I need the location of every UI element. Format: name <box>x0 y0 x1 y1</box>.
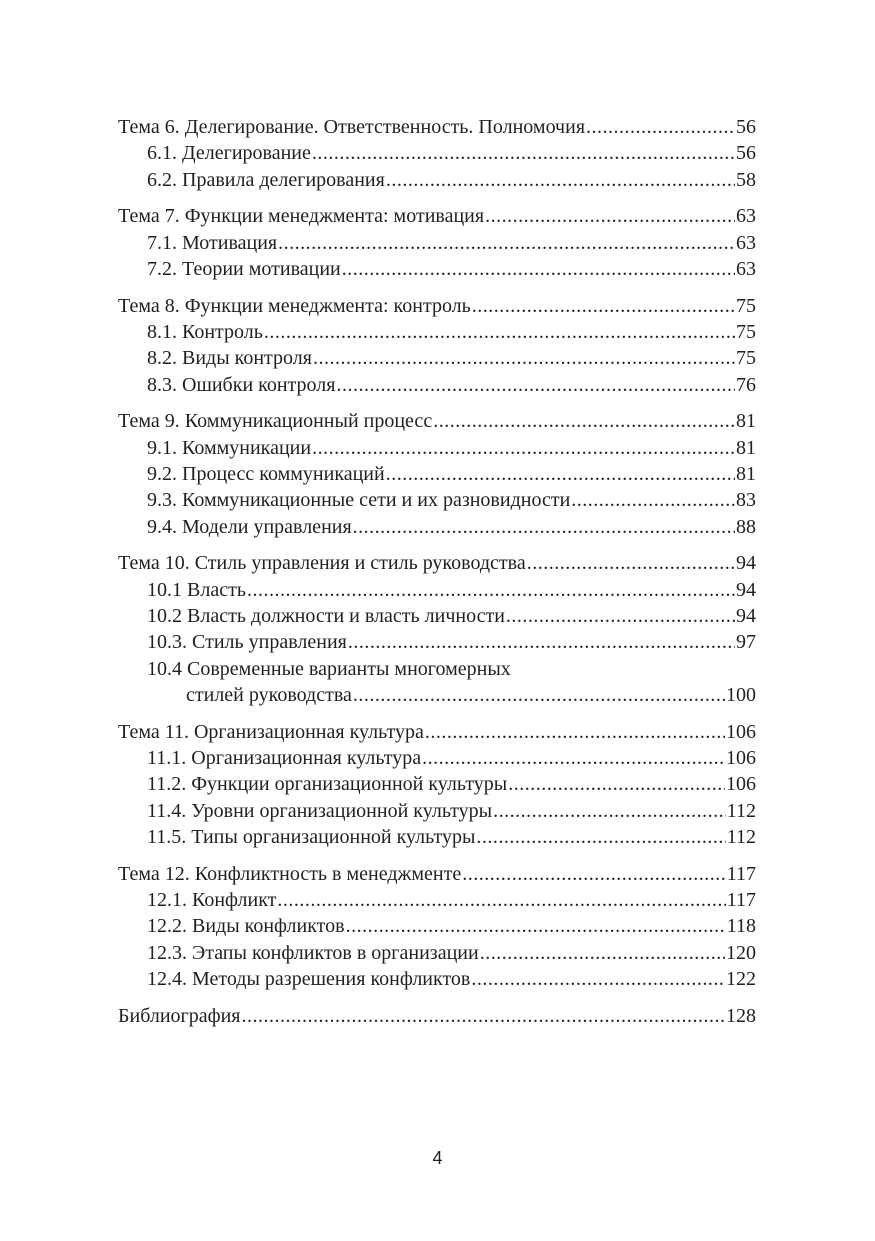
dot-leader <box>433 408 735 434</box>
toc-page-number: 81 <box>736 463 756 486</box>
dot-leader <box>247 577 735 603</box>
dot-leader <box>353 682 725 708</box>
toc-chapter-entry <box>118 203 756 229</box>
toc-page-number: 112 <box>726 825 756 848</box>
toc-page-number: 120 <box>726 941 756 964</box>
toc-entry-title: 9.2. Процесс коммуникаций <box>147 463 385 486</box>
dot-leader <box>471 966 725 992</box>
dot-leader <box>277 887 725 913</box>
toc-page-number: 106 <box>726 720 756 743</box>
toc-section-entry <box>118 167 756 193</box>
toc-chapter-entry <box>118 293 756 319</box>
toc-page-number: 76 <box>736 373 756 396</box>
toc-entry-title: Тема 6. Делегирование. Ответственность. Полномочия <box>118 116 586 138</box>
dot-leader <box>312 140 735 166</box>
dot-leader <box>348 629 735 655</box>
toc-section-entry-continuation <box>118 682 756 708</box>
dot-leader <box>313 345 735 371</box>
toc-page-number: 97 <box>736 631 756 654</box>
table-of-contents <box>118 114 756 1040</box>
dot-leader <box>425 719 725 745</box>
dot-leader <box>508 771 725 797</box>
toc-chapter-entry <box>118 719 756 745</box>
toc-chapter-group <box>118 293 756 398</box>
toc-entry-title: 11.1. Организационная культура <box>147 747 422 770</box>
dot-leader <box>264 319 735 345</box>
toc-entry-title: 10.2 Власть должности и власть личности <box>147 605 505 628</box>
toc-section-entry <box>118 887 756 913</box>
toc-section-entry <box>118 345 756 371</box>
toc-entry-title: Тема 11. Организационная культура <box>118 720 424 743</box>
dot-leader <box>476 824 725 850</box>
toc-section-entry <box>118 771 756 797</box>
dot-leader <box>493 798 726 824</box>
dot-leader <box>480 940 725 966</box>
toc-page-number: 94 <box>736 605 756 628</box>
toc-entry-title: 8.2. Виды контроля <box>147 347 312 370</box>
toc-entry-title: Тема 12. Конфликтность в менеджменте <box>118 862 462 885</box>
toc-entry-title: 10.4 Современные варианты многомерных <box>147 657 511 680</box>
toc-entry-title: стилей руководства <box>186 683 352 706</box>
toc-chapter-entry <box>118 408 756 434</box>
toc-entry-title: Тема 9. Коммуникационный процесс <box>118 410 433 433</box>
toc-section-entry <box>118 435 756 461</box>
toc-chapter-entry <box>118 550 756 576</box>
toc-section-entry <box>118 256 756 282</box>
toc-entry-title: 7.1. Мотивация <box>147 231 278 254</box>
toc-entry-title: 11.2. Функции организационной культуры <box>147 773 508 796</box>
toc-page-number: 58 <box>736 168 756 191</box>
dot-leader <box>242 1003 726 1029</box>
toc-section-entry <box>118 140 756 166</box>
toc-section-entry <box>118 461 756 487</box>
toc-entry-title: 11.5. Типы организационной культуры <box>147 825 476 848</box>
toc-chapter-group <box>118 408 756 539</box>
toc-chapter-group <box>118 550 756 708</box>
toc-section-entry <box>118 745 756 771</box>
dot-leader <box>506 603 735 629</box>
toc-entry-title: 7.2. Теории мотивации <box>147 257 341 280</box>
toc-entry-title: Тема 10. Стиль управления и стиль руководства <box>118 552 526 575</box>
toc-entry-title: 10.1 Власть <box>147 578 246 601</box>
toc-chapter-group <box>118 114 756 193</box>
toc-entry-title: 12.3. Этапы конфликтов в организации <box>147 941 479 964</box>
toc-chapter-group <box>118 203 756 282</box>
toc-section-entry <box>118 824 756 850</box>
toc-page-number: 122 <box>726 967 756 990</box>
dot-leader <box>472 293 735 319</box>
toc-section-entry <box>118 487 756 513</box>
toc-page-number: 94 <box>736 578 756 601</box>
dot-leader <box>346 913 726 939</box>
toc-section-entry <box>118 319 756 345</box>
toc-page-number: 81 <box>736 436 756 459</box>
dot-leader <box>462 861 726 887</box>
toc-entry-title: 9.1. Коммуникации <box>147 436 312 459</box>
dot-leader <box>342 256 735 282</box>
dot-leader <box>336 372 735 398</box>
toc-entry-title: 9.3. Коммуникационные сети и их разновидности <box>147 489 571 512</box>
dot-leader <box>386 461 735 487</box>
toc-section-entry <box>118 514 756 540</box>
toc-entry-title: 11.4. Уровни организационной культуры <box>147 799 493 822</box>
toc-entry-title: 8.1. Контроль <box>147 321 263 344</box>
toc-entry-title: 8.3. Ошибки контроля <box>147 373 336 396</box>
toc-page-number: 56 <box>736 116 756 138</box>
toc-page-number: 63 <box>736 257 756 280</box>
dot-leader <box>485 203 735 229</box>
toc-entry-title: 6.2. Правила делегирования <box>147 168 385 191</box>
toc-section-entry <box>118 603 756 629</box>
toc-page-number: 117 <box>726 862 756 885</box>
toc-page-number: 75 <box>736 321 756 344</box>
toc-section-entry <box>118 798 756 824</box>
toc-page-number: 63 <box>736 231 756 254</box>
toc-entry-title: 12.4. Методы разрешения конфликтов <box>147 967 471 990</box>
toc-chapter-group <box>118 719 756 850</box>
toc-page-number: 63 <box>736 205 756 228</box>
toc-chapter-entry <box>118 1003 756 1029</box>
dot-leader <box>422 745 725 771</box>
toc-chapter-group <box>118 861 756 992</box>
toc-entry-title: Библиография <box>118 1004 241 1027</box>
toc-page-number: 88 <box>736 515 756 538</box>
toc-section-entry <box>118 629 756 655</box>
toc-section-entry <box>118 230 756 256</box>
toc-page-number: 75 <box>736 347 756 370</box>
toc-entry-title: 12.2. Виды конфликтов <box>147 915 345 938</box>
toc-section-entry <box>118 913 756 939</box>
toc-page-number: 100 <box>726 683 756 706</box>
toc-section-entry <box>118 372 756 398</box>
toc-page-number: 106 <box>726 747 756 770</box>
dot-leader <box>353 514 735 540</box>
toc-entry-title: Тема 8. Функции менеджмента: контроль <box>118 294 471 317</box>
toc-page-number: 118 <box>726 915 756 938</box>
toc-section-entry <box>118 940 756 966</box>
dot-leader <box>278 230 735 256</box>
toc-page-number: 128 <box>726 1004 756 1027</box>
toc-entry-title: Тема 7. Функции менеджмента: мотивация <box>118 205 485 228</box>
toc-entry-title: 12.1. Конфликт <box>147 889 277 912</box>
toc-entry-title: 9.4. Модели управления <box>147 515 352 538</box>
page-number: 4 <box>432 1148 443 1168</box>
dot-leader <box>527 550 735 576</box>
toc-page-number: 117 <box>726 889 756 912</box>
toc-page-number: 83 <box>736 489 756 512</box>
toc-page-number: 112 <box>726 799 756 822</box>
toc-page-number: 106 <box>726 773 756 796</box>
toc-section-entry <box>118 656 756 682</box>
toc-entry-title: 10.3. Стиль управления <box>147 631 347 654</box>
toc-page-number: 94 <box>736 552 756 575</box>
toc-entry-title: 6.1. Делегирование <box>147 142 311 165</box>
toc-section-entry <box>118 966 756 992</box>
dot-leader <box>386 167 735 193</box>
toc-page-number: 56 <box>736 142 756 165</box>
toc-page-number: 75 <box>736 294 756 317</box>
toc-page-number: 81 <box>736 410 756 433</box>
toc-chapter-group <box>118 1003 756 1029</box>
dot-leader <box>312 435 735 461</box>
dot-leader <box>571 487 735 513</box>
toc-chapter-entry <box>118 114 756 140</box>
dot-leader <box>586 114 735 140</box>
toc-chapter-entry <box>118 861 756 887</box>
toc-section-entry <box>118 577 756 603</box>
